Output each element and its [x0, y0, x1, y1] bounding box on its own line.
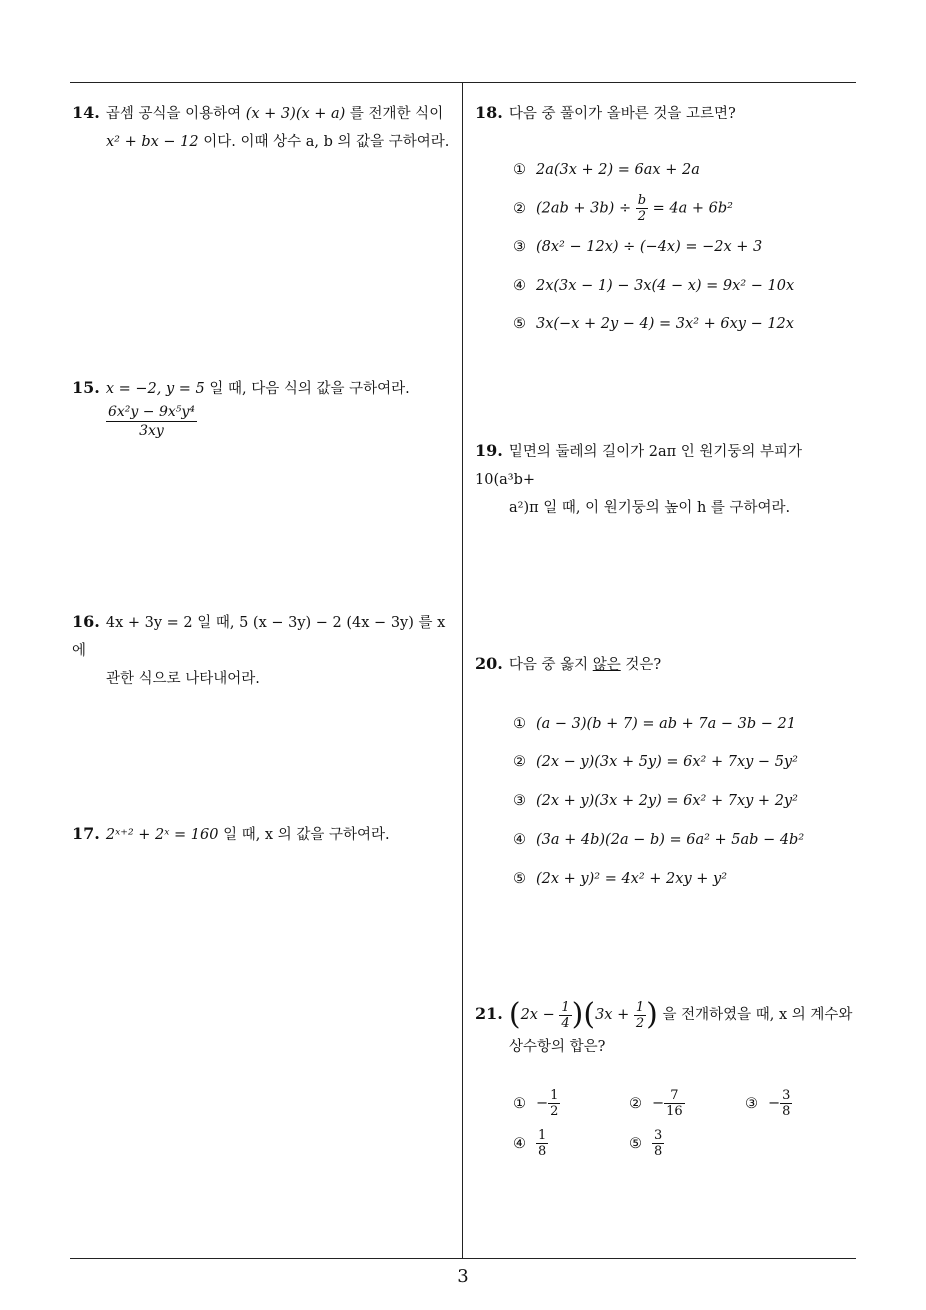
question-number: 18. [475, 103, 503, 122]
q21-option-1: ① − $\frac{1}{2}$ [513, 1088, 559, 1119]
q16-line1: 4x + 3y = 2 일 때, 5 (x − 3y) − 2 (4x − 3y) 를 x 에 [72, 615, 446, 659]
q14-text-a: 곱셈 공식을 이용하여 [105, 106, 246, 122]
q18-option-3: ③ (8x² − 12x) ÷ (−4x) = −2x + 3 [513, 239, 763, 255]
page-number: 3 [457, 1266, 469, 1287]
question-17 [72, 820, 457, 849]
question-number: 19. [475, 441, 503, 460]
q20-underlined-word: 않은 [592, 657, 621, 673]
question-number: 21. [475, 1004, 503, 1023]
circled-number: ① [513, 162, 526, 178]
q20-option-3: ③ (2x + y)(3x + 2y) = 6x² + 7xy + 2y² [513, 793, 798, 809]
question-15 [72, 374, 457, 440]
q21-line2: 상수항의 합은? [509, 1039, 606, 1055]
question-16 [72, 608, 457, 693]
q20-option-5: ⑤ (2x + y)² = 4x² + 2xy + y² [513, 871, 728, 887]
q16-line2: 관한 식으로 나타내어라. [106, 671, 260, 687]
circled-number: ③ [513, 239, 526, 255]
question-14 [72, 99, 457, 156]
circled-number: ③ [745, 1095, 758, 1112]
circled-number: ⑤ [629, 1135, 642, 1152]
top-rule [70, 82, 856, 83]
q14-expr2: x² + bx − 12 [106, 134, 199, 150]
q17-text: 일 때, x 의 값을 구하여라. [218, 827, 390, 843]
question-number: 15. [72, 378, 100, 397]
q15-numerator: 6x²y − 9x⁵y⁴ [108, 404, 195, 420]
question-21: 21. (2x − $\frac{1}{4}$ )(3x + $\frac{1}{2}$ ) 을 전개하였을 때, x 의 계수와 상수항의 합은? [475, 997, 853, 1055]
question-number: 20. [475, 654, 503, 673]
q20-option-1: ① (a − 3)(b + 7) = ab + 7a − 3b − 21 [513, 716, 796, 732]
question-19 [475, 437, 860, 522]
q15-text: 일 때, 다음 식의 값을 구하여라. [204, 381, 410, 397]
q20-option-4: ④ (3a + 4b)(2a − b) = 6a² + 5ab − 4b² [513, 832, 805, 848]
circled-number: ⑤ [513, 316, 526, 332]
circled-number: ⑤ [513, 871, 526, 887]
circled-number: ② [513, 200, 526, 217]
circled-number: ② [513, 754, 526, 770]
q18-opt2-fraction: $\frac{b}{2}$ [637, 193, 647, 224]
circled-number: ④ [513, 278, 526, 294]
q21-option-5: ⑤ $\frac{3}{8}$ [629, 1128, 663, 1159]
circled-number: ④ [513, 1135, 526, 1152]
q19-line1: 밑면의 둘레의 길이가 2aπ 인 원기둥의 부피가 10(a³b+ [475, 444, 803, 488]
q21-option-2: ② − $\frac{7}{16}$ [629, 1088, 683, 1119]
q20-option-2: ② (2x − y)(3x + 5y) = 6x² + 7xy − 5y² [513, 754, 798, 770]
q18-option-1: ① 2a(3x + 2) = 6ax + 2a [513, 162, 700, 178]
q15-fraction [106, 403, 197, 440]
q21-option-4: ④ $\frac{1}{8}$ [513, 1128, 547, 1159]
q19-line2: a²)π 일 때, 이 원기둥의 높이 h 를 구하여라. [509, 500, 791, 516]
q18-option-2: ② (2ab + 3b) ÷ $\frac{b}{2}$ = 4a + 6b² [513, 193, 733, 224]
q15-denominator: 3xy [139, 423, 164, 439]
circled-number: ③ [513, 793, 526, 809]
q14-expr1: (x + 3)(x + a) [245, 106, 346, 122]
q18-option-5: ⑤ 3x(−x + 2y − 4) = 3x² + 6xy − 12x [513, 316, 794, 332]
question-number: 14. [72, 103, 100, 122]
q14-text-b: 를 전개한 식이 [345, 106, 444, 122]
bottom-rule [70, 1258, 856, 1259]
question-20: 20. 다음 중 옳지 않은 것은? [475, 654, 662, 673]
column-divider [462, 82, 463, 1259]
q14-text-c: 이다. 이때 상수 a, b 의 값을 구하여라. [198, 134, 450, 150]
circled-number: ① [513, 716, 526, 732]
q15-condition: x = −2, y = 5 [105, 381, 205, 397]
q17-expr: 2ˣ⁺² + 2ˣ = 160 [105, 827, 219, 843]
circled-number: ④ [513, 832, 526, 848]
q21-fraction-1: $\frac{1}{4}$ [561, 999, 570, 1031]
q18-text: 다음 중 풀이가 올바른 것을 고르면? [508, 106, 736, 122]
q21-option-3: ③ − $\frac{3}{8}$ [745, 1088, 791, 1119]
circled-number: ② [629, 1095, 642, 1112]
q18-option-4: ④ 2x(3x − 1) − 3x(4 − x) = 9x² − 10x [513, 278, 795, 294]
question-number: 16. [72, 612, 100, 631]
circled-number: ① [513, 1095, 526, 1112]
q21-fraction-2: $\frac{1}{2}$ [635, 999, 645, 1031]
question-18 [475, 99, 860, 128]
question-number: 17. [72, 824, 100, 843]
